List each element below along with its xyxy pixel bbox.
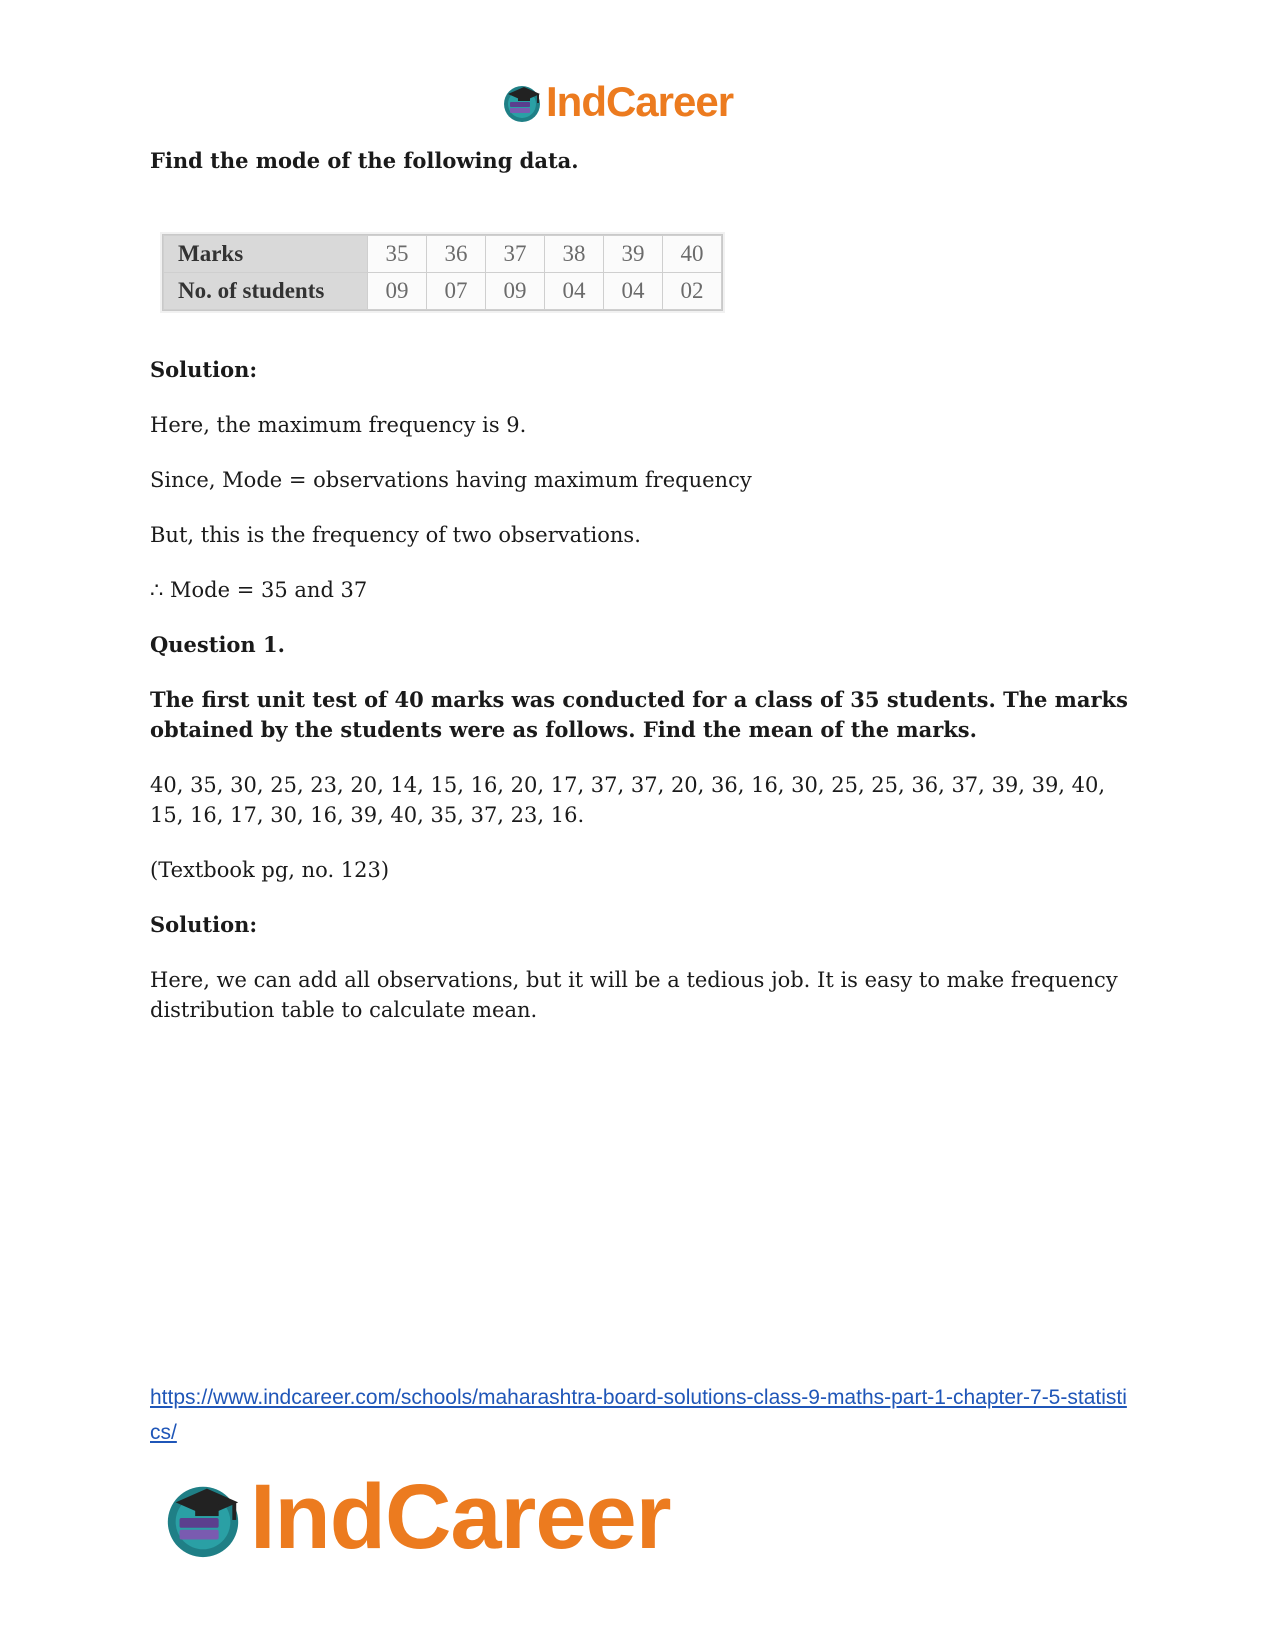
solution-heading: Solution:	[150, 912, 258, 937]
table-cell: 38	[545, 236, 604, 273]
solution-heading: Solution:	[150, 357, 258, 382]
table-row	[164, 236, 722, 273]
table-cell: 39	[604, 236, 663, 273]
graduation-globe-icon	[160, 1475, 246, 1561]
table-cell: 09	[368, 273, 427, 310]
solution-line: Since, Mode = observations having maximum frequency	[150, 468, 752, 492]
logo-text: IndCareer	[546, 78, 734, 125]
textbook-reference: (Textbook pg, no. 123)	[150, 858, 390, 882]
question-heading: Question 1.	[150, 632, 285, 657]
table-cell: 37	[486, 236, 545, 273]
solution-text: Here, we can add all observations, but it will be a tedious job. It is easy to make frequency distribution table to calculate mean.	[150, 968, 1118, 1022]
marks-table	[162, 234, 723, 311]
solution-line: ∴ Mode = 35 and 37	[150, 578, 368, 602]
row-label-marks: Marks	[164, 236, 368, 273]
table-cell: 36	[427, 236, 486, 273]
table-cell: 07	[427, 273, 486, 310]
table-cell: 35	[368, 236, 427, 273]
table-row	[164, 273, 722, 310]
footer-logo	[160, 1465, 671, 1570]
solution-line: But, this is the frequency of two observations.	[150, 523, 641, 547]
table-cell: 04	[604, 273, 663, 310]
solution-line: Here, the maximum frequency is 9.	[150, 413, 527, 437]
table-cell: 04	[545, 273, 604, 310]
table-cell: 02	[663, 273, 722, 310]
main-content	[150, 146, 1130, 1050]
row-label-students: No. of students	[164, 273, 368, 310]
question-data: 40, 35, 30, 25, 23, 20, 14, 15, 16, 20, 17, 37, 37, 20, 36, 16, 30, 25, 25, 36, 37, 39, 39, 40, 15, 16, 17, 30, 16, 39, 40, 35, 37, 23, 16.	[150, 773, 1106, 827]
header-logo	[500, 78, 733, 126]
graduation-globe-icon	[500, 80, 544, 124]
question-prompt: The first unit test of 40 marks was conducted for a class of 35 students. The marks obtained by the students were as follows. Find the mean of the marks.	[150, 687, 1128, 742]
question-mode-prompt: Find the mode of the following data.	[150, 148, 579, 173]
table-cell: 09	[486, 273, 545, 310]
logo-text: IndCareer	[250, 1466, 671, 1568]
table-cell: 40	[663, 236, 722, 273]
source-link[interactable]: https://www.indcareer.com/schools/maharashtra-board-solutions-class-9-maths-part-1-chapter-7-5-statistics/	[150, 1386, 1127, 1444]
